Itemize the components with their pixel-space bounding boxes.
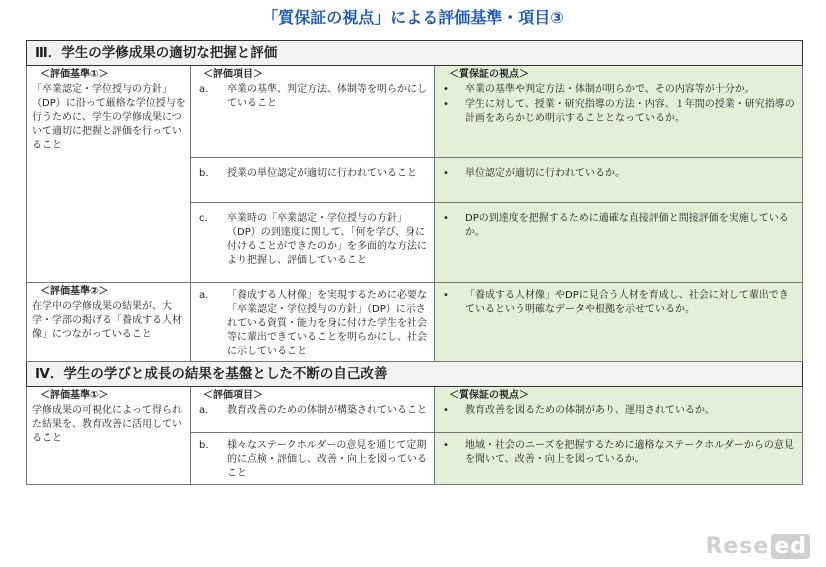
viewpoint-text: DPの到達度を把握するために適確な直接評価と間接評価を実施しているか。 [465,213,789,238]
viewpoint-text: 「養成する人材像」やDPに見合う人材を育成し、社会に対して輩出できているという明確なデータや根拠を示せているか。 [465,290,789,315]
criterion-text: 学修成果の可視化によって得られた結果を、教育改善に活用していること [32,405,182,444]
evaluation-table [26,40,803,485]
watermark-text: Rese [705,534,770,559]
item-text: 様々なステークホルダーの意見を通じて定期的に点検・評価し、改善・向上を図っていること [227,440,427,479]
page-title: 「質保証の視点」による評価基準・項目③ [262,8,564,27]
section-header-4 [27,362,803,387]
bullet-icon: • [443,84,449,95]
item-text: 教育改善のための体制が構築されていること [227,405,427,416]
criterion-head: ＜評価基準①＞ [40,69,109,80]
bullet-icon: • [443,99,449,110]
viewpoint-cell [435,283,803,362]
criterion-head: ＜評価基準①＞ [40,390,109,401]
criterion-cell [27,283,191,362]
item-letter: a. [199,405,209,416]
viewpoint-cell [435,158,803,203]
item-cell [191,66,435,158]
table-row [27,387,803,433]
criterion-head: ＜評価基準②＞ [40,286,109,297]
criterion-cell [27,66,191,283]
item-letter: a. [199,84,209,95]
item-text: 授業の単位認定が適切に行われていること [227,168,417,179]
section-header-3 [27,41,803,66]
item-cell [191,433,435,485]
section-heading: Ⅳ．学生の学びと成長の結果を基盤とした不断の自己改善 [27,362,803,387]
bullet-icon: • [443,168,449,179]
bullet-icon: • [443,405,449,416]
viewpoint-text: 教育改善を図るための体制があり、運用されているか。 [465,405,715,416]
viewpoint-text: 卒業の基準や判定方法・体制が明らかで、その内容等が十分か。 [465,84,755,95]
bullet-icon: • [443,290,449,301]
item-text: 卒業時の「卒業認定・学位授与の方針」（DP）の到達度に関して、「何を学び、身に付けることができたのか」を多面的な方法により把握し、評価していること [227,213,427,266]
table-row [27,283,803,362]
criterion-cell [27,387,191,485]
criterion-text: 「卒業認定・学位授与の方針」（DP）に沿って厳格な学位授与を行うために、学生の学修成果について適切に把握と評価を行っていること [32,84,186,151]
viewpoint-cell [435,66,803,158]
item-letter: a. [199,290,209,301]
viewpoint-cell [435,203,803,283]
item-head: ＜評価項目＞ [203,69,263,80]
viewpoint-head: ＜質保証の視点＞ [449,69,529,80]
item-letter: c. [199,213,208,224]
section-heading: Ⅲ．学生の学修成果の適切な把握と評価 [27,41,803,66]
viewpoint-text: 地域・社会のニーズを把握するために適格なステークホルダーからの意見を聞いて、改善・向上を図っているか。 [465,440,794,465]
item-text: 卒業の基準、判定方法、体制等を明らかにしていること [227,84,427,109]
item-text: 「養成する人材像」を実現するために必要な「卒業認定・学位授与の方針」（DP）に示されている資質・能力を身に付けた学生を社会等に輩出できていることを明らかにし、社会に示していること [227,290,427,357]
item-head: ＜評価項目＞ [203,390,263,401]
criterion-text: 在学中の学修成果の結果が、大学・学部の掲げる「養成する人材像」につながっていること [32,301,182,340]
table-row [27,66,803,158]
viewpoint-cell [435,433,803,485]
watermark-logo [705,534,810,559]
item-cell [191,387,435,433]
viewpoint-cell [435,387,803,433]
item-cell [191,158,435,203]
item-cell [191,203,435,283]
viewpoint-text: 学生に対して、授業・研究指導の方法・内容、１年間の授業・研究指導の計画をあらかじめ明示することとなっているか。 [465,99,795,124]
viewpoint-text: 単位認定が適切に行われているか。 [465,168,625,179]
viewpoint-head: ＜質保証の視点＞ [449,390,529,401]
item-cell [191,283,435,362]
item-letter: b. [199,440,209,451]
watermark-badge: ed [771,534,810,559]
bullet-icon: • [443,213,449,224]
bullet-icon: • [443,440,449,451]
item-letter: b. [199,168,209,179]
